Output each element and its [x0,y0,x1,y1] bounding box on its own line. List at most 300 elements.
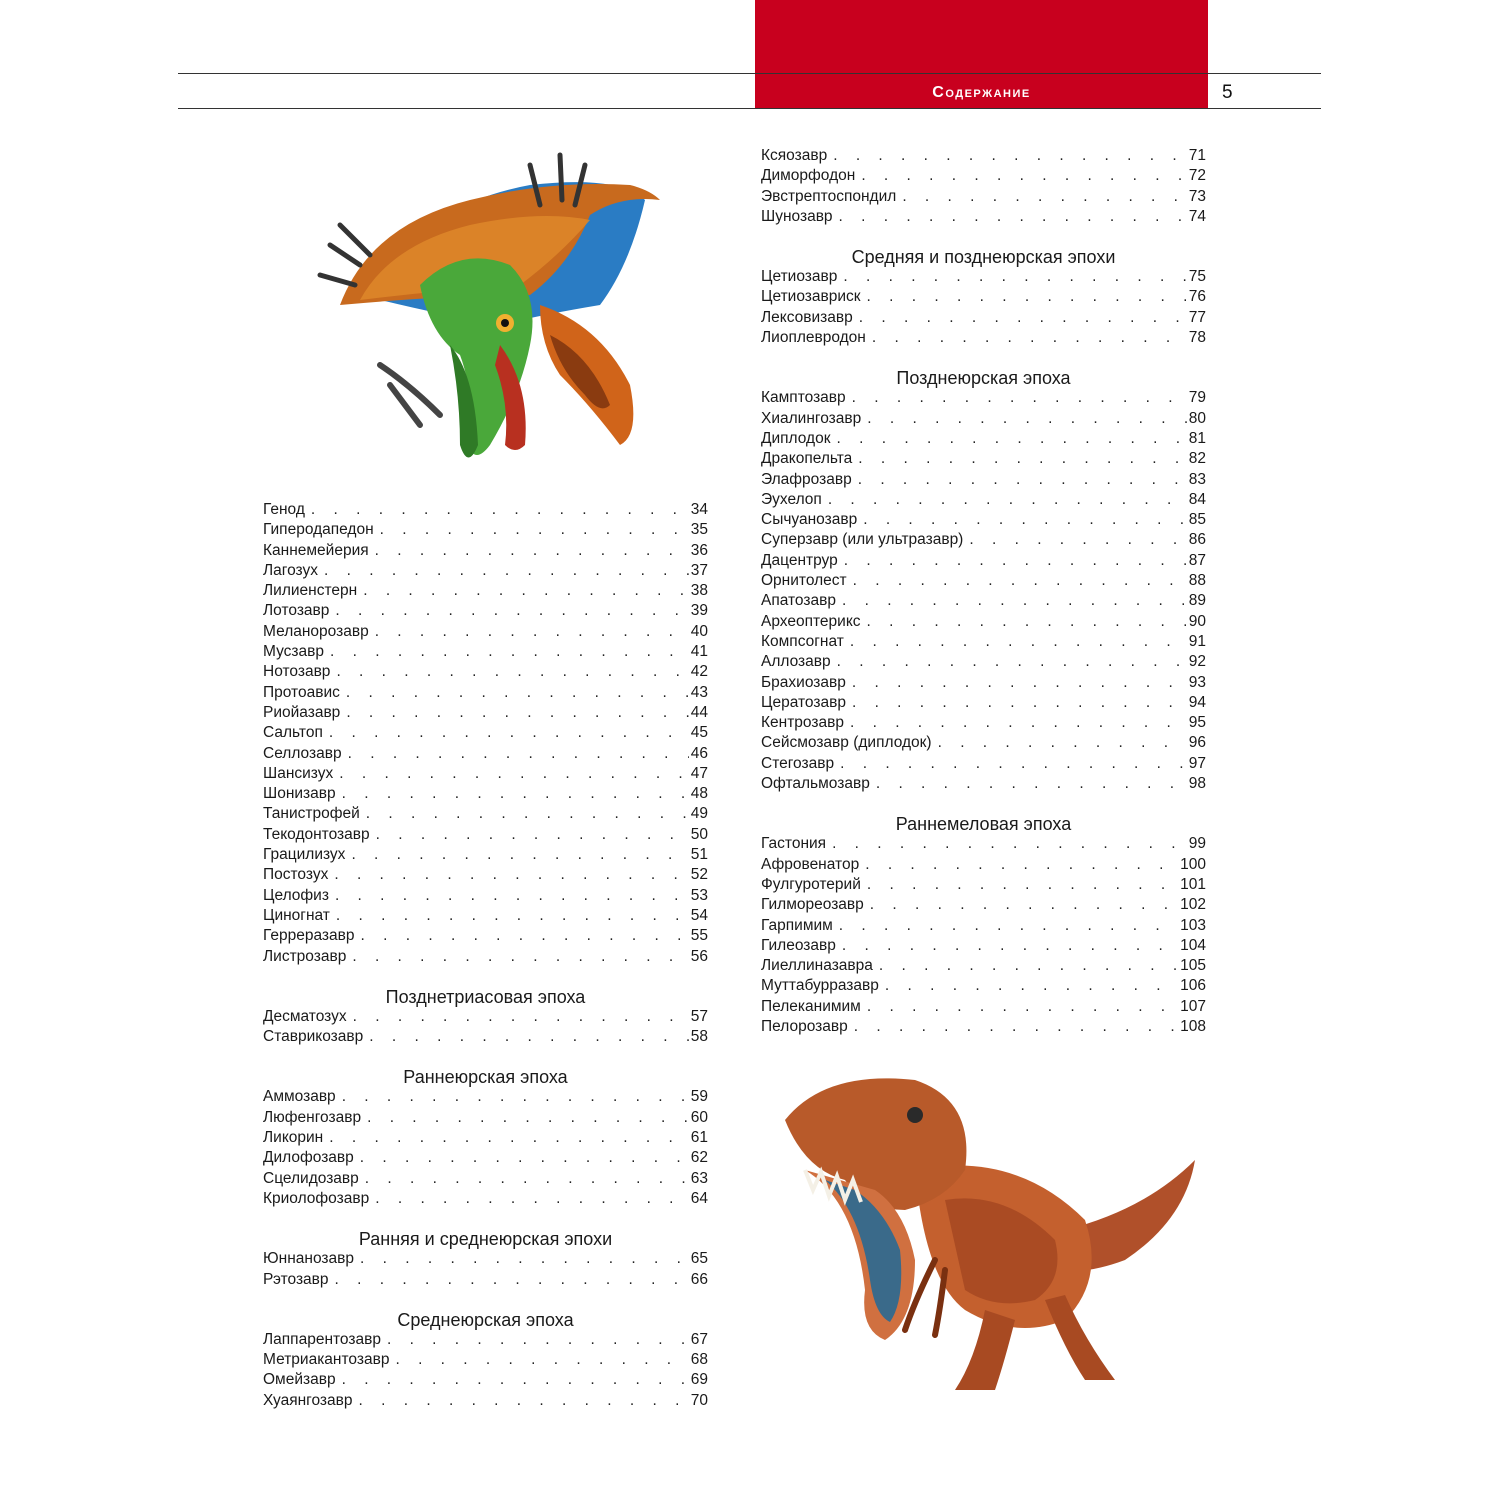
entry-page-number: 62 [690,1149,708,1167]
dot-leader [861,166,1186,186]
toc-entry [263,926,708,946]
entry-name: Криолофозавр [263,1189,370,1207]
entry-page-number: 41 [690,643,708,661]
dot-leader [360,1148,689,1168]
section-title: Среднеюрская эпоха [397,1309,574,1330]
entry-name: Люфенгозавр [263,1108,362,1126]
toc-entry [761,328,1206,348]
entry-name: Десматозух [263,1007,347,1025]
entry-name: Дракопельта [761,450,853,468]
entry-page-number: 73 [1188,187,1206,205]
dot-leader [375,1189,689,1209]
entry-name: Дацентрур [761,551,838,569]
toc-entry [263,541,708,561]
toc-entry [761,834,1206,854]
toc-section [263,1219,708,1290]
entry-name: Аллозавр [761,653,831,671]
entry-name: Сцелидозавр [263,1169,359,1187]
toc-entry [263,744,708,764]
toc-entry [263,1108,708,1128]
entry-page-number: 92 [1188,653,1206,671]
entry-name: Каннемейерия [263,541,369,559]
entry-page-number: 77 [1188,308,1206,326]
header-rule-top [178,73,1321,74]
dot-leader [867,997,1178,1017]
entry-name: Протоавис [263,683,340,701]
entry-name: Стегозавр [761,754,835,772]
dot-leader [843,267,1186,287]
entry-name: Юннанозавр [263,1250,354,1268]
entry-name: Ликорин [263,1129,324,1147]
entry-page-number: 97 [1188,754,1206,772]
toc-entry [761,713,1206,733]
section-title: Позднеюрская эпоха [896,368,1071,389]
toc-entry [761,976,1206,996]
dot-leader [346,703,688,723]
toc-entry [761,591,1206,611]
entry-name: Метриакантозавр [263,1351,390,1369]
entry-name: Дилофозавр [263,1149,354,1167]
dot-leader [840,754,1187,774]
entry-page-number: 75 [1188,268,1206,286]
toc-entry [263,804,708,824]
entry-page-number: 50 [690,825,708,843]
entry-name: Лагозух [263,561,318,579]
dot-leader [335,1270,689,1290]
dot-leader [879,956,1178,976]
entry-name: Шунозавр [761,207,833,225]
entry-page-number: 107 [1180,997,1206,1015]
page-title: Содержание [932,84,1031,101]
dot-leader [363,581,689,601]
entry-page-number: 65 [690,1250,708,1268]
dot-leader [360,1249,689,1269]
toc-entry [761,855,1206,875]
dot-leader [852,693,1187,713]
entry-name: Археоптерикс [761,612,861,630]
section-title: Средняя и позднеюрская эпохи [851,247,1116,268]
toc-entry [263,886,708,906]
dot-leader [324,561,689,581]
entry-name: Лиоплевродон [761,329,866,347]
toc-entry [761,571,1206,591]
entry-name: Брахиозавр [761,673,846,691]
entry-page-number: 93 [1188,673,1206,691]
toc-entry [263,947,708,967]
toc-entry [263,1148,708,1168]
toc-entry [761,652,1206,672]
entry-name: Селлозавр [263,744,342,762]
entry-page-number: 48 [690,785,708,803]
toc-entry [263,1370,708,1390]
entry-name: Апатозавр [761,592,836,610]
entry-page-number: 76 [1188,288,1206,306]
section-title: Ранняя и среднеюрская эпохи [358,1229,613,1250]
entry-page-number: 52 [690,866,708,884]
entry-name: Кентрозавр [761,714,844,732]
toc-entry [263,1189,708,1209]
entry-page-number: 61 [690,1129,708,1147]
section-title: Раннемеловая эпоха [895,814,1072,835]
dot-leader [329,723,689,743]
toc-entry [761,956,1206,976]
entry-page-number: 39 [690,602,708,620]
dot-leader [867,875,1178,895]
entry-name: Гарпимим [761,916,833,934]
toc-entry [761,1017,1206,1037]
dot-leader [367,1108,689,1128]
entry-name: Сейсмозавр (диплодок) [761,734,932,752]
toc-entry [263,825,708,845]
dot-leader [339,764,689,784]
toc-section [263,1300,708,1411]
entry-page-number: 70 [690,1391,708,1409]
entry-page-number: 91 [1188,632,1206,650]
toc-entry [761,875,1206,895]
entry-name: Афровенатор [761,855,860,873]
entry-name: Меланорозавр [263,622,369,640]
dot-leader [375,541,689,561]
toc-entry [761,388,1206,408]
toc-entry [761,207,1206,227]
dot-leader [876,774,1187,794]
toc-right-column [761,146,1206,1037]
toc-entry [263,906,708,926]
entry-page-number: 103 [1180,916,1206,934]
dot-leader [867,287,1187,307]
dot-leader [395,1350,688,1370]
entry-name: Шансизух [263,764,334,782]
toc-entry [263,601,708,621]
header-banner [755,0,1208,108]
dot-leader [387,1330,689,1350]
toc-entry [263,1027,708,1047]
entry-page-number: 85 [1188,511,1206,529]
entry-name: Офтальмозавр [761,775,870,793]
section-title: Позднетриасовая эпоха [385,986,586,1007]
entry-page-number: 45 [690,724,708,742]
toc-entry [263,1007,708,1027]
toc-entry [761,733,1206,753]
feathered-dinosaur-illustration [300,145,670,475]
toc-entry [263,581,708,601]
entry-name: Диморфодон [761,167,856,185]
toc-entry [263,764,708,784]
toc-entry [761,187,1206,207]
dot-leader [837,429,1187,449]
entry-name: Омейзавр [263,1371,336,1389]
entry-page-number: 47 [690,764,708,782]
dot-leader [854,1017,1178,1037]
entry-page-number: 102 [1180,896,1206,914]
toc-entry [761,551,1206,571]
dot-leader [867,612,1187,632]
toc-entry [263,1270,708,1290]
dot-leader [839,207,1187,227]
toc-entry [263,845,708,865]
toc-entry [263,784,708,804]
entry-page-number: 38 [690,582,708,600]
dot-leader [342,784,689,804]
dot-leader [365,1169,689,1189]
toc-entry [761,612,1206,632]
entry-name: Пелорозавр [761,1017,848,1035]
entry-page-number: 100 [1180,855,1206,873]
entry-page-number: 81 [1188,429,1206,447]
dot-leader [969,530,1186,550]
toc-entry [263,561,708,581]
toc-entry [761,146,1206,166]
entry-name: Ксяозавр [761,147,828,164]
entry-page-number: 105 [1180,957,1206,975]
entry-page-number: 40 [690,622,708,640]
dot-leader [330,642,689,662]
dot-leader [353,1007,689,1027]
toc-entry [761,470,1206,490]
toc-section [761,146,1206,227]
toc-entry [761,409,1206,429]
dot-leader [858,449,1186,469]
toc-entry [761,632,1206,652]
entry-page-number: 83 [1188,470,1206,488]
entry-page-number: 67 [690,1330,708,1348]
dot-leader [853,571,1187,591]
dot-leader [839,916,1178,936]
entry-name: Гиперодапедон [263,521,374,539]
entry-name: Гилмореозавр [761,896,864,914]
entry-name: Муттабурразавр [761,977,879,995]
dot-leader [336,662,688,682]
entry-page-number: 57 [690,1007,708,1025]
entry-page-number: 51 [690,846,708,864]
toc-entry [263,662,708,682]
toc-entry [761,166,1206,186]
toc-section [761,237,1206,348]
toc-entry [761,287,1206,307]
entry-page-number: 72 [1188,167,1206,185]
entry-page-number: 87 [1188,551,1206,569]
entry-page-number: 82 [1188,450,1206,468]
dot-leader [335,886,689,906]
toc-entry [263,520,708,540]
entry-page-number: 35 [690,521,708,539]
entry-page-number: 69 [690,1371,708,1389]
entry-page-number: 71 [1188,147,1206,164]
dot-leader [850,632,1187,652]
toc-entry [263,1391,708,1411]
toc-entry [263,1249,708,1269]
entry-page-number: 59 [690,1088,708,1106]
dot-leader [863,510,1187,530]
toc-section [263,977,708,1048]
entry-page-number: 99 [1188,835,1206,853]
dot-leader [375,622,689,642]
dot-leader [938,733,1187,753]
section-title: Раннеюрская эпоха [403,1067,568,1088]
entry-name: Постозух [263,866,329,884]
dot-leader [329,1128,689,1148]
entry-page-number: 58 [690,1028,708,1046]
dot-leader [366,804,689,824]
dot-leader [842,591,1187,611]
toc-entry [761,916,1206,936]
toc-entry [263,1128,708,1148]
entry-page-number: 66 [690,1270,708,1288]
entry-page-number: 63 [690,1169,708,1187]
dot-leader [342,1370,689,1390]
dot-leader [346,683,689,703]
dot-leader [858,470,1187,490]
entry-name: Цератозавр [761,693,846,711]
dot-leader [311,500,689,520]
toc-section [761,804,1206,1037]
dot-leader [870,895,1178,915]
dot-leader [850,713,1187,733]
entry-name: Генод [263,501,305,518]
entry-page-number: 34 [690,501,708,518]
entry-name: Ставрикозавр [263,1028,364,1046]
entry-page-number: 94 [1188,693,1206,711]
entry-name: Лексовизавр [761,308,853,326]
toc-entry [761,997,1206,1017]
toc-entry [263,500,708,520]
entry-page-number: 86 [1188,531,1206,549]
entry-name: Фулгуротерий [761,875,861,893]
toc-entry [761,429,1206,449]
toc-entry [761,449,1206,469]
dot-leader [380,520,689,540]
dot-leader [334,865,688,885]
dot-leader [867,409,1187,429]
toc-left-column [263,500,708,1411]
dot-leader [342,1087,689,1107]
entry-page-number: 56 [690,947,708,965]
entry-page-number: 74 [1188,207,1206,225]
entry-name: Листрозавр [263,947,347,965]
entry-page-number: 88 [1188,572,1206,590]
entry-page-number: 90 [1188,612,1206,630]
entry-name: Пелеканимим [761,997,861,1015]
toc-section [263,1057,708,1209]
dot-leader [852,388,1187,408]
entry-page-number: 106 [1180,977,1206,995]
entry-page-number: 104 [1180,936,1206,954]
toc-entry [761,754,1206,774]
entry-name: Цетиозавр [761,268,838,286]
entry-name: Лиеллиназавра [761,957,873,975]
dot-leader [844,551,1187,571]
entry-name: Диплодок [761,429,831,447]
entry-page-number: 98 [1188,775,1206,793]
header-rule-bottom [178,108,1321,109]
dot-leader [885,976,1178,996]
toc-entry [761,530,1206,550]
page-number: 5 [1222,82,1233,103]
dot-leader [832,834,1187,854]
toc-section [761,358,1206,794]
entry-page-number: 89 [1188,592,1206,610]
entry-name: Шонизавр [263,785,336,803]
toc-entry [761,774,1206,794]
toc-entry [263,1330,708,1350]
toc-entry [761,895,1206,915]
dot-leader [352,947,688,967]
toc-entry [263,703,708,723]
entry-name: Цетиозавриск [761,288,861,306]
toc-entry [761,673,1206,693]
entry-page-number: 96 [1188,734,1206,752]
entry-page-number: 44 [690,703,708,721]
entry-page-number: 43 [690,683,708,701]
entry-page-number: 53 [690,886,708,904]
dot-leader [833,146,1187,166]
entry-page-number: 36 [690,541,708,559]
dot-leader [902,187,1186,207]
entry-page-number: 79 [1188,389,1206,407]
entry-name: Хуаянгозавр [263,1391,353,1409]
entry-page-number: 37 [690,561,708,579]
entry-name: Сальтоп [263,724,323,742]
toc-entry [761,936,1206,956]
dot-leader [865,855,1178,875]
toc-entry [263,622,708,642]
entry-name: Компсогнат [761,632,844,650]
dot-leader [359,1391,689,1411]
dot-leader [361,926,689,946]
entry-page-number: 108 [1180,1017,1206,1035]
dot-leader [859,308,1187,328]
theropod-roaring-illustration [765,1060,1215,1410]
dot-leader [376,825,689,845]
dot-leader [842,936,1178,956]
toc-entry [263,1350,708,1370]
entry-page-number: 101 [1180,875,1206,893]
entry-page-number: 49 [690,805,708,823]
entry-page-number: 42 [690,663,708,681]
entry-page-number: 84 [1188,490,1206,508]
entry-name: Риойазавр [263,703,341,721]
entry-page-number: 64 [690,1189,708,1207]
dot-leader [351,845,688,865]
entry-name: Аммозавр [263,1088,336,1106]
toc-entry [263,683,708,703]
dot-leader [348,744,689,764]
entry-name: Целофиз [263,886,329,904]
entry-page-number: 68 [690,1351,708,1369]
entry-name: Мусзавр [263,643,324,661]
entry-name: Элафрозавр [761,470,852,488]
entry-name: Танистрофей [263,805,360,823]
entry-name: Сычуанозавр [761,511,858,529]
entry-name: Герреразавр [263,927,355,945]
entry-page-number: 60 [690,1108,708,1126]
entry-name: Гилеозавр [761,936,836,954]
entry-name: Рэтозавр [263,1270,329,1288]
dot-leader [872,328,1187,348]
toc-entry [761,693,1206,713]
toc-entry [761,510,1206,530]
entry-page-number: 95 [1188,714,1206,732]
entry-name: Текодонтозавр [263,825,370,843]
entry-page-number: 54 [690,906,708,924]
entry-name: Лаппарентозавр [263,1330,381,1348]
toc-entry [263,1087,708,1107]
entry-name: Лилиенстерн [263,582,358,600]
entry-page-number: 55 [690,927,708,945]
entry-name: Эухелоп [761,490,822,508]
toc-entry [263,865,708,885]
entry-name: Орнитолест [761,572,847,590]
